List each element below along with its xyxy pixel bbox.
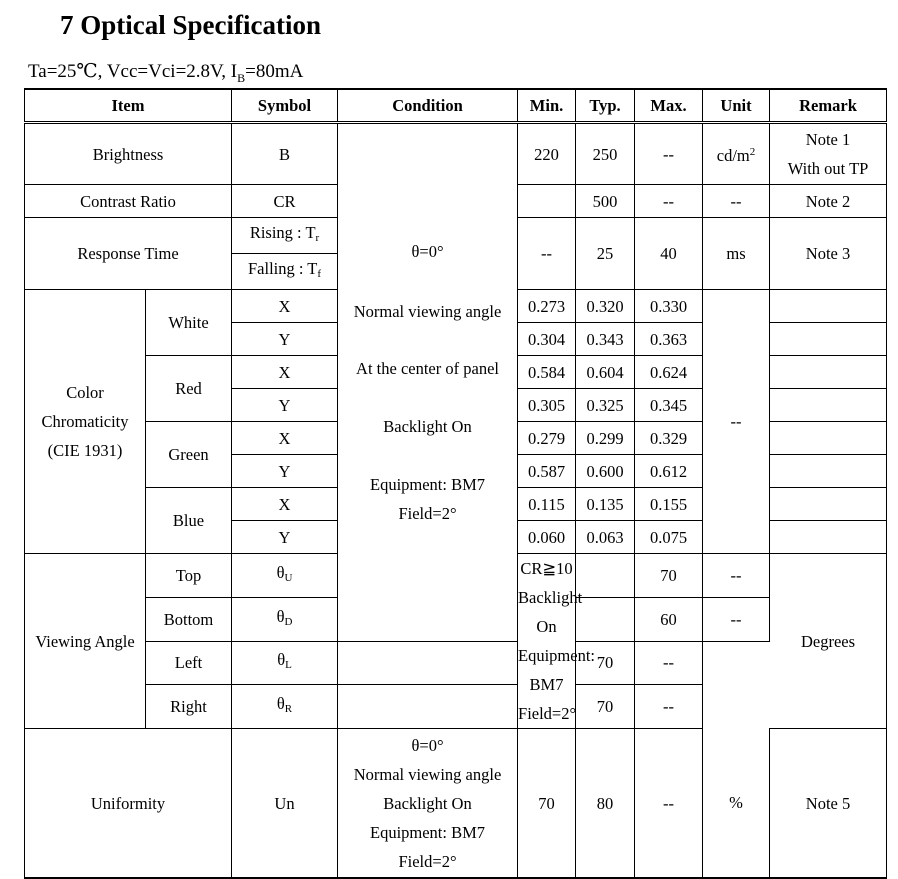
contrast-typ: 500 [576, 185, 635, 218]
color-symbol: Y [232, 521, 338, 554]
response-remark: Note 3 [770, 218, 887, 290]
brightness-unit-sup: 2 [749, 146, 756, 158]
response-falling [232, 254, 338, 290]
viewing-symbol-sub: D [284, 615, 293, 628]
response-falling-label: Falling : T [247, 259, 318, 278]
color-min: 0.584 [518, 356, 576, 389]
brightness-remark-line2: With out TP [787, 159, 869, 178]
color-green: Green [146, 422, 232, 488]
uniformity-unit: % [703, 729, 770, 879]
color-min: 0.060 [518, 521, 576, 554]
table-row [25, 685, 887, 729]
viewing-symbol-theta: θ [276, 562, 285, 582]
test-conditions [28, 60, 303, 86]
response-min: -- [518, 218, 576, 290]
header-item: Item [25, 89, 232, 123]
brightness-remark-line1: Note 1 [805, 130, 851, 149]
condition-line: Field=2° [398, 851, 457, 871]
color-remark [770, 488, 887, 521]
color-remark [770, 389, 887, 422]
brightness-item: Brightness [25, 123, 232, 185]
viewing-dir-bottom: Bottom [146, 597, 232, 641]
uniformity-max: -- [635, 729, 703, 879]
color-typ: 0.299 [576, 422, 635, 455]
brightness-remark [770, 123, 887, 185]
condition-line: Normal viewing angle [353, 764, 502, 784]
color-max: 0.624 [635, 356, 703, 389]
color-max: 0.330 [635, 290, 703, 323]
header-remark: Remark [770, 89, 887, 123]
condition-line: Field=2° [398, 503, 457, 523]
main-condition-cell [338, 123, 518, 642]
condition-line: θ=0° [411, 735, 444, 755]
color-typ: 0.600 [576, 455, 635, 488]
condition-line: Field=2° [518, 704, 577, 723]
condition-line: Backlight On [383, 416, 472, 436]
response-rising [232, 218, 338, 254]
color-white: White [146, 290, 232, 356]
contrast-symbol: CR [232, 185, 338, 218]
viewing-dir-right: Right [146, 685, 232, 729]
header-row [25, 89, 887, 123]
table-row [25, 641, 887, 685]
uniformity-min: 70 [518, 729, 576, 879]
color-min: 0.305 [518, 389, 576, 422]
brightness-typ: 250 [576, 123, 635, 185]
color-typ: 0.343 [576, 323, 635, 356]
viewing-unit: Degrees [770, 554, 887, 729]
color-item [25, 290, 146, 554]
viewing-dir-top: Top [146, 554, 232, 598]
color-symbol: Y [232, 455, 338, 488]
color-remark [770, 323, 887, 356]
color-red: Red [146, 356, 232, 422]
brightness-unit-base: cd/m [716, 146, 750, 165]
color-remark [770, 290, 887, 323]
color-remark [770, 356, 887, 389]
viewing-symbol-theta: θ [276, 606, 285, 626]
viewing-symbol [232, 554, 338, 598]
test-conditions-prefix: Ta=25℃, Vcc=Vci=2.8V, I [28, 61, 238, 82]
color-max: 0.345 [635, 389, 703, 422]
response-rising-sub: r [315, 232, 320, 244]
color-typ: 0.325 [576, 389, 635, 422]
response-rising-label: Rising : T [249, 223, 316, 242]
response-unit: ms [703, 218, 770, 290]
uniformity-remark: Note 5 [770, 729, 887, 879]
color-max: 0.155 [635, 488, 703, 521]
table-row [25, 729, 887, 879]
page-title: 7 Optical Specification [60, 10, 321, 40]
contrast-min [518, 185, 576, 218]
brightness-unit [703, 123, 770, 185]
test-conditions-sub: B [237, 70, 246, 85]
uniformity-typ: 80 [576, 729, 635, 879]
color-typ: 0.604 [576, 356, 635, 389]
viewing-symbol [232, 597, 338, 641]
color-min: 0.304 [518, 323, 576, 356]
color-symbol: X [232, 356, 338, 389]
brightness-symbol: B [232, 123, 338, 185]
viewing-typ: 70 [576, 641, 635, 685]
response-typ: 25 [576, 218, 635, 290]
color-max: 0.329 [635, 422, 703, 455]
header-max: Max. [635, 89, 703, 123]
color-unit: -- [703, 290, 770, 554]
brightness-max: -- [635, 123, 703, 185]
contrast-remark: Note 2 [770, 185, 887, 218]
condition-line: At the center of panel [356, 358, 499, 378]
viewing-symbol-theta: θ [277, 650, 286, 670]
color-symbol: X [232, 488, 338, 521]
header-min: Min. [518, 89, 576, 123]
color-item-line2: Chromaticity [41, 412, 129, 431]
viewing-typ: 70 [576, 685, 635, 729]
viewing-max: -- [635, 641, 703, 685]
contrast-item: Contrast Ratio [25, 185, 232, 218]
color-max: 0.612 [635, 455, 703, 488]
table-row [25, 123, 887, 185]
uniformity-symbol: Un [232, 729, 338, 879]
viewing-min [338, 641, 518, 685]
header-condition: Condition [338, 89, 518, 123]
brightness-min: 220 [518, 123, 576, 185]
viewing-symbol-theta: θ [276, 694, 285, 714]
optical-spec-table [24, 88, 887, 879]
viewing-max: -- [703, 597, 770, 641]
color-blue: Blue [146, 488, 232, 554]
color-remark [770, 455, 887, 488]
header-symbol: Symbol [232, 89, 338, 123]
condition-line: θ=0° [411, 241, 444, 261]
header-typ: Typ. [576, 89, 635, 123]
viewing-typ: 70 [635, 554, 703, 598]
color-typ: 0.135 [576, 488, 635, 521]
condition-line: Equipment: BM7 [518, 646, 596, 694]
test-conditions-suffix: =80mA [245, 61, 304, 82]
color-item-line3: (CIE 1931) [47, 441, 123, 460]
contrast-unit: -- [703, 185, 770, 218]
condition-line: Backlight On [518, 588, 583, 636]
viewing-max: -- [703, 554, 770, 598]
viewing-min [338, 685, 518, 729]
condition-line: Normal viewing angle [353, 301, 502, 321]
viewing-min [576, 554, 635, 598]
contrast-max: -- [635, 185, 703, 218]
uniformity-condition-cell [338, 729, 518, 879]
response-max: 40 [635, 218, 703, 290]
color-symbol: Y [232, 389, 338, 422]
response-falling-sub: f [317, 268, 322, 280]
viewing-symbol-sub: U [284, 571, 293, 584]
viewing-min [576, 597, 635, 641]
viewing-symbol [232, 685, 338, 729]
color-item-line1: Color [66, 383, 104, 402]
viewing-dir-left: Left [146, 641, 232, 685]
viewing-symbol [232, 641, 338, 685]
color-typ: 0.320 [576, 290, 635, 323]
color-symbol: Y [232, 323, 338, 356]
color-remark [770, 521, 887, 554]
condition-line: Backlight On [383, 793, 472, 813]
color-max: 0.075 [635, 521, 703, 554]
viewing-condition-cell [518, 554, 596, 729]
viewing-symbol-sub: L [285, 659, 292, 672]
header-unit: Unit [703, 89, 770, 123]
uniformity-item: Uniformity [25, 729, 232, 879]
condition-line: Equipment: BM7 [369, 822, 486, 842]
color-symbol: X [232, 290, 338, 323]
color-min: 0.279 [518, 422, 576, 455]
response-item: Response Time [25, 218, 232, 290]
color-min: 0.273 [518, 290, 576, 323]
color-symbol: X [232, 422, 338, 455]
color-min: 0.115 [518, 488, 576, 521]
color-max: 0.363 [635, 323, 703, 356]
color-remark [770, 422, 887, 455]
viewing-symbol-sub: R [284, 703, 293, 716]
color-min: 0.587 [518, 455, 576, 488]
viewing-max: -- [635, 685, 703, 729]
condition-line: CR≧10 [520, 559, 573, 578]
condition-line: Equipment: BM7 [369, 474, 486, 494]
viewing-typ: 60 [635, 597, 703, 641]
color-typ: 0.063 [576, 521, 635, 554]
viewing-item: Viewing Angle [25, 554, 146, 729]
